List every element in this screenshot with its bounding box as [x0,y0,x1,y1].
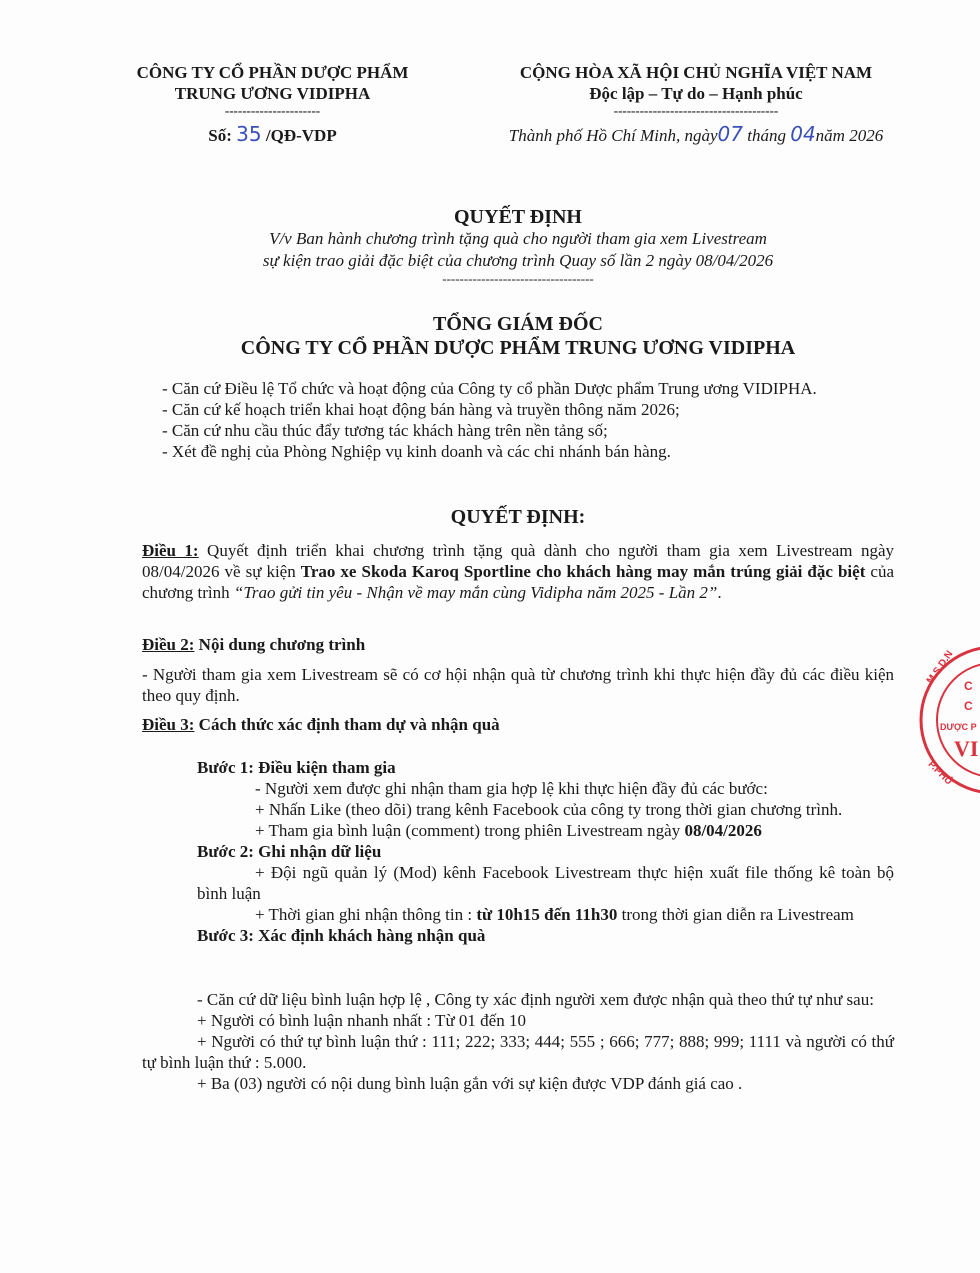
authority [142,312,894,360]
document-number [100,124,445,146]
place-prefix: Thành phố Hồ Chí Minh, ngày [508,126,718,145]
divider: ---------------------- [224,103,321,118]
seal-text: M.S.D.N [924,648,956,687]
seal-text: DƯỢC P [940,722,977,732]
seal-graphic [918,640,980,800]
article-3 [142,714,894,735]
article-title: Cách thức xác định tham dự và nhận quà [194,715,500,734]
so-label: Số: [208,126,232,145]
handwritten-number: 35 [236,122,262,146]
steps [197,757,894,946]
basis-item: - Xét đề nghị của Phòng Nghiệp vụ kinh doanh và các chi nhánh bán hàng. [162,442,671,461]
seal-text: VI [954,736,979,761]
program-name: “Trao gửi tin yêu - Nhận về may mắn cùng Vidipha năm 2025 - Lần 2” [233,583,718,602]
step3-details [142,989,894,1094]
step-line: + Người có bình luận nhanh nhất : Từ 01 đến 10 [197,1011,526,1030]
national-title: CỘNG HÒA XÃ HỘI CHỦ NGHĨA VIỆT NAM [519,63,873,82]
authority-title: TỔNG GIÁM ĐỐC [433,313,603,335]
article-text: Quyết định triển khai chương trình tặng quà dành cho người tham gia xem Livestream ngày 08/04/2026 về sự kiện [142,541,894,581]
subject-line2: sự kiện trao giải đặc biệt của chương trình Quay số lần 2 ngày 08/04/2026 [262,251,774,270]
seal-text: C [964,679,973,693]
divider: ----------------------------------- [442,271,594,286]
step-title: Bước 3: Xác định khách hàng nhận quà [197,926,486,945]
article-title: Nội dung chương trình [194,635,366,654]
basis-item: - Căn cứ Điều lệ Tổ chức và hoạt động của Công ty cổ phần Dược phẩm Trung ương VIDIPHA. [162,379,817,398]
step-line: - Người xem được ghi nhận tham gia hợp lệ khi thực hiện đầy đủ các bước: [255,779,768,798]
divider: -------------------------------------- [613,103,779,118]
company-line2: TRUNG ƯƠNG VIDIPHA [174,84,371,103]
step-line: + Nhấn Like (theo dõi) trang kênh Facebook của công ty trong thời gian chương trình. [255,800,843,819]
handwritten-month: 04 [790,122,816,146]
step-line: - Căn cứ dữ liệu bình luận hợp lệ , Công ty xác định người xem được nhận quà theo thứ tự như sau: [197,990,874,1009]
article-text: của chương trình [142,562,894,602]
step-title: Bước 2: Ghi nhận dữ liệu [197,842,382,861]
step-line: trong thời gian diễn ra Livestream [617,905,854,924]
step-line: + Ba (03) người có nội dung bình luận gắn với sự kiện được VDP đánh giá cao . [197,1074,743,1093]
article-label: Điều 2: [142,635,195,654]
legal-bases [142,378,894,462]
step-time: từ 10h15 đến 11h30 [476,905,618,924]
seal-text: P.PHÚ [925,758,955,788]
seal-outer-ring [921,647,980,793]
so-suffix: /QĐ-VDP [265,126,337,145]
authority-company: CÔNG TY CỔ PHẦN DƯỢC PHẨM TRUNG ƯƠNG VIDIPHA [240,337,796,359]
seal-text: C [964,699,973,713]
company-name-header [100,62,445,146]
step-title: Bước 1: Điều kiện tham gia [197,758,396,777]
step-date: 08/04/2026 [684,821,762,840]
article-2 [142,634,894,706]
company-line1: CÔNG TY CỔ PHẦN DƯỢC PHẨM [136,63,409,82]
place-date [480,124,912,146]
basis-item: - Căn cứ kế hoạch triển khai hoạt động bán hàng và truyền thông năm 2026; [162,400,680,419]
basis-item: - Căn cứ nhu cầu thúc đẩy tương tác khách hàng trên nền tảng số; [162,421,608,440]
decision-heading: QUYẾT ĐỊNH: [450,506,586,528]
article-label: Điều 1: [142,541,199,560]
article-text: . [717,583,722,602]
step-line: + Đội ngũ quản lý (Mod) kênh Facebook Livestream thực hiện xuất file thống kê toàn bộ bình luận [197,863,894,903]
handwritten-day: 07 [717,122,743,146]
article-text: - Người tham gia xem Livestream sẽ có cơ hội nhận quà từ chương trình khi thực hiện đầy đủ các điều kiện theo quy định. [142,665,894,705]
year-label: năm 2026 [815,126,884,145]
article-bold: Trao xe Skoda Karoq Sportline cho khách hàng may mắn trúng giải đặc biệt [300,562,866,581]
decision-title [142,206,894,286]
article-label: Điều 3: [142,715,195,734]
national-motto: Độc lập – Tự do – Hạnh phúc [589,84,803,103]
month-label: tháng [747,126,786,145]
step-line: + Tham gia bình luận (comment) trong phiên Livestream ngày [255,821,685,840]
step-line: + Thời gian ghi nhận thông tin : [255,905,477,924]
title-heading: QUYẾT ĐỊNH [454,206,582,228]
article-1 [142,540,894,603]
step-line: + Người có thứ tự bình luận thứ : 111; 222; 333; 444; 555 ; 666; 777; 888; 999; 1111 và người có thứ tự bình luận thứ : 5.000. [142,1032,894,1072]
subject-line1: V/v Ban hành chương trình tặng quà cho người tham gia xem Livestream [269,229,767,248]
company-seal [918,640,980,800]
national-header [480,62,912,146]
